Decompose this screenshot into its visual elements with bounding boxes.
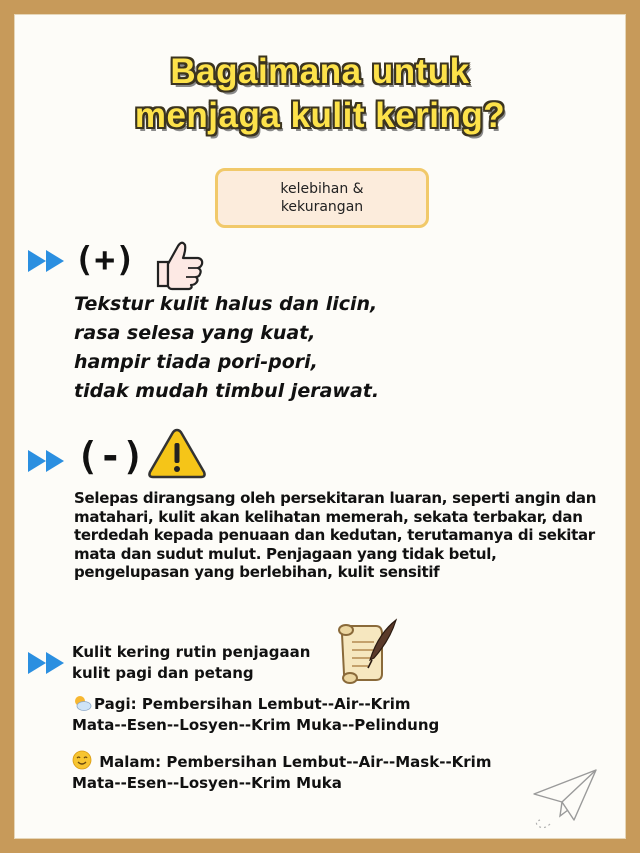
morning-line-1-text: Pagi: Pembersihan Lembut--Air--Krim: [94, 695, 411, 713]
title-line-1: Bagaimana untuk: [170, 52, 470, 91]
morning-routine: [72, 694, 439, 736]
sun-cloud-icon: [72, 694, 92, 712]
pros-line-4: tidak mudah timbul jerawat.: [74, 380, 380, 402]
pros-line-2: rasa selesa yang kuat,: [74, 322, 316, 344]
morning-line-2: Mata--Esen--Losyen--Krim Muka--Pelindung: [72, 716, 440, 734]
badge-line-1: kelebihan &: [280, 181, 364, 197]
warning-icon: [146, 426, 208, 480]
routine-heading-line-2: kulit pagi dan petang: [72, 664, 254, 682]
smiley-icon: [72, 750, 92, 770]
double-arrow-icon: [28, 652, 68, 674]
morning-line-1: [72, 694, 439, 715]
page-card: [14, 14, 626, 839]
evening-line-2: Mata--Esen--Losyen--Krim Muka: [72, 774, 342, 792]
pros-cons-badge: [215, 168, 429, 228]
badge-line-2: kekurangan: [280, 199, 364, 215]
evening-line-1-text: Malam: Pembersihan Lembut--Air--Mask--Krim: [94, 753, 492, 771]
cons-text: Selepas dirangsang oleh persekitaran luaran, seperti angin dan matahari, kulit akan kelihatan memerah, sekata terbakar, dan terdedah kepada penuaan dan kedutan, terutamanya di sekitar mata dan sudut mulut. Penjagaan yang tidak betul, pengelupasan yang berlebihan, kulit sensitif: [74, 489, 597, 581]
paper-plane-icon: [530, 764, 602, 834]
pros-text: [74, 290, 379, 406]
thumbs-up-icon: [152, 236, 208, 292]
double-arrow-icon: [28, 250, 68, 272]
pros-line-1: Tekstur kulit halus dan licin,: [74, 293, 378, 315]
routine-heading: [72, 642, 310, 684]
evening-routine: [72, 750, 491, 794]
pros-line-3: hampir tiada pori-pori,: [74, 351, 318, 373]
pros-sign: (+): [74, 240, 136, 280]
double-arrow-icon: [28, 450, 68, 472]
evening-line-1: [72, 750, 491, 773]
scroll-quill-icon: [332, 614, 400, 686]
routine-heading-line-1: Kulit kering rutin penjagaan: [72, 643, 311, 661]
title-line-2: menjaga kulit kering?: [134, 96, 506, 135]
page-title: [14, 50, 626, 138]
cons-sign: (-): [76, 434, 145, 478]
